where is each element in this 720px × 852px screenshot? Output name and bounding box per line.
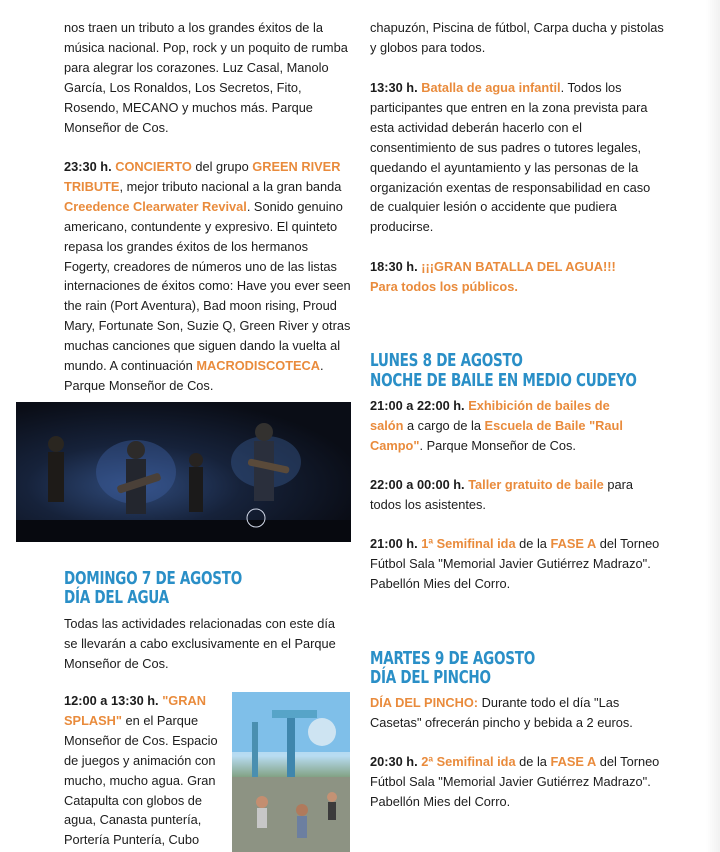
splash-title: "GRAN SPLASH" (64, 693, 206, 728)
dance-school-name: Escuela de Baile "Raul Campo" (370, 417, 623, 453)
day8-heading-date: LUNES 8 DE AGOSTO (370, 351, 523, 371)
semifinal-2-time: 20:30 h. (370, 754, 418, 769)
semifinal-1-time: 21:00 h. (370, 536, 418, 551)
concert-photo-graphic (16, 402, 351, 542)
dance-workshop-title: Taller gratuito de baile (468, 477, 604, 492)
day9-heading-date: MARTES 9 DE AGOSTO (370, 649, 535, 669)
big-battle-time: 18:30 h. (370, 259, 418, 274)
semifinal-1-title: 1ª Semifinal ida (421, 536, 516, 551)
splash-continuation: chapuzón, Piscina de fútbol, Carpa ducha y pistolas y globos para todos. (370, 20, 664, 55)
dance-workshop-time: 22:00 a 00:00 h. (370, 477, 465, 492)
concert-time: 23:30 h. (64, 159, 112, 174)
dance-exhibition-time: 21:00 a 22:00 h. (370, 398, 465, 413)
day7-heading-title: DÍA DEL AGUA (64, 588, 169, 608)
big-battle-title: ¡¡¡GRAN BATALLA DEL AGUA!!! Para todos los públicos. (370, 259, 616, 294)
semifinal-1-phase: FASE A (550, 536, 597, 551)
concert-title: CONCIERTO (115, 159, 192, 174)
band-name: GREEN RIVER TRIBUTE (64, 159, 341, 194)
kids-battle-title: Batalla de agua infantil (421, 80, 561, 95)
semifinal-1-paragraph: 21:00 h. 1ª Semifinal ida de la FASE A del Torneo Fútbol Sala "Memorial Javier Gutiérrez Madrazo". Pabellón Mies del Corro. (370, 536, 660, 591)
tributed-band: Creedence Clearwater Revival (64, 198, 247, 214)
page-edge (706, 0, 720, 852)
day7-heading-date: DOMINGO 7 DE AGOSTO (64, 569, 242, 589)
dance-workshop-paragraph: 22:00 a 00:00 h. Taller gratuito de baile para todos los asistentes. (370, 477, 633, 512)
dance-exhibition-paragraph: 21:00 a 22:00 h. Exhibición de bailes de salón a cargo de la Escuela de Baile "Raul Campo". Parque Monseñor de Cos. (370, 398, 623, 453)
big-battle-paragraph (370, 257, 640, 297)
pincho-paragraph: DÍA DEL PINCHO: Durante todo el día "Las Casetas" ofrecerán pincho y bebida a 2 euros. (370, 695, 633, 730)
day8-heading-title: NOCHE DE BAILE EN MEDIO CUDEYO (370, 371, 637, 391)
day9-heading-title: DÍA DEL PINCHO (370, 668, 491, 688)
concert-paragraph: 23:30 h. CONCIERTO del grupo GREEN RIVER TRIBUTE, mejor tributo nacional a la gran banda Creedence Clearwater Revival. Sonido genuino americano, contundente y expresivo. El quinteto repasa los grandes éxitos de los hermanos Fogerty, creadores de números uno de las listas internaciones de éxitos como: Have you ever seen the rain (Port Aventura), Bad moon rising, Proud Mary, Fortunate Son, Suzie Q, Green River y otras muchas canciones que siguen dando la vuelta al mundo. A continuación MACRODISCOTECA. Parque Monseñor de Cos. (64, 159, 351, 393)
disco-title: MACRODISCOTECA (196, 358, 321, 374)
water-park-photo-graphic (232, 692, 350, 852)
pincho-title: DÍA DEL PINCHO: (370, 695, 479, 710)
concert-photo (16, 402, 351, 542)
dance-exhibition-title: Exhibición de bailes de salón (370, 398, 610, 433)
kids-battle-paragraph: 13:30 h. Batalla de agua infantil. Todos los participantes que entren en la zona prevista para esta actividad deberán hacerlo con el consentimiento de sus padres o tutores legales, quedando el ayuntamiento y las personas de la organización exentas de responsabilidad en caso de cualquier lesión o accidente que pudiera producirse. (370, 80, 651, 235)
splash-paragraph: 12:00 a 13:30 h. "GRAN SPLASH" en el Parque Monseñor de Cos. Espacio de juegos y animación con mucho, mucho agua. Gran Catapulta con globos de agua, Canasta puntería, Portería Puntería, Cubo (64, 693, 218, 848)
intro-paragraph: nos traen un tributo a los grandes éxitos de la música nacional. Pop, rock y un poquito de rumba para alegrar los corazones. Luz Casal, Manolo García, Los Ronaldos, Los Secretos, Fito, Rosendo, MECANO y muchos más. Parque Monseñor de Cos. (64, 20, 348, 135)
semifinal-2-paragraph: 20:30 h. 2ª Semifinal ida de la FASE A del Torneo Fútbol Sala "Memorial Javier Gutiérrez Madrazo". Pabellón Mies del Corro. (370, 754, 660, 809)
day7-intro: Todas las actividades relacionadas con este día se llevarán a cabo exclusivamente en el Parque Monseñor de Cos. (64, 616, 336, 671)
splash-time: 12:00 a 13:30 h. (64, 693, 159, 708)
semifinal-2-title: 2ª Semifinal ida (421, 754, 516, 769)
kids-battle-time: 13:30 h. (370, 80, 418, 95)
water-park-photo (232, 692, 350, 852)
semifinal-2-phase: FASE A (550, 754, 597, 769)
